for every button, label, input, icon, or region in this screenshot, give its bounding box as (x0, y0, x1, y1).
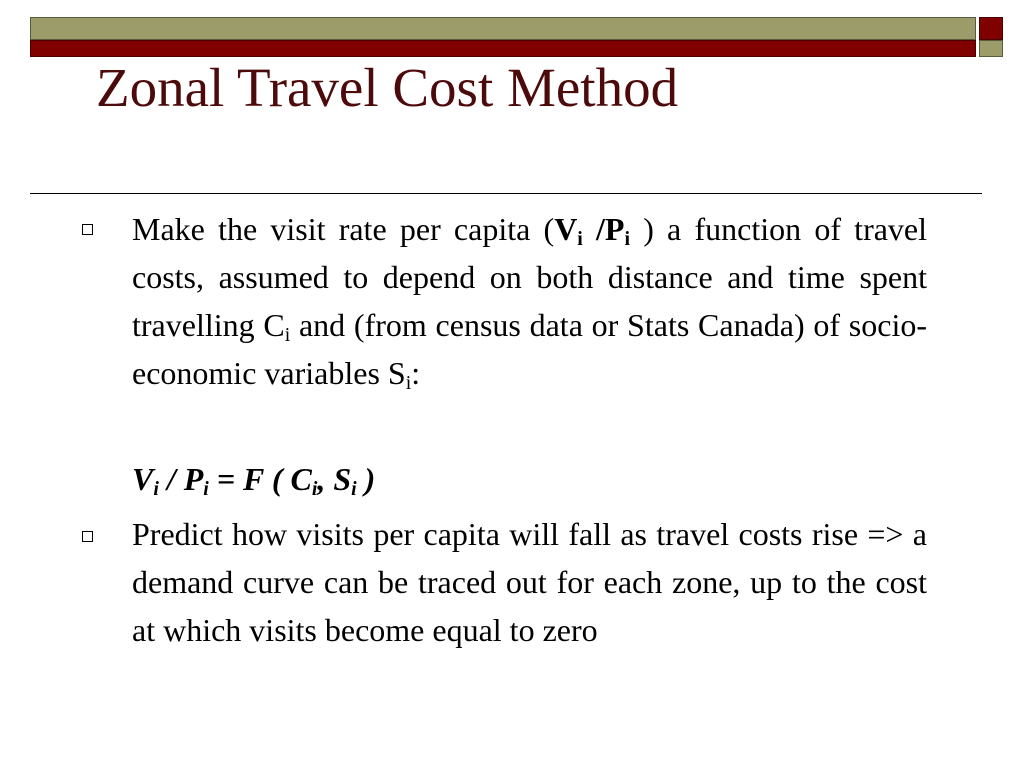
slide-title: Zonal Travel Cost Method (96, 57, 679, 118)
bullet-item: Predict how visits per capita will fall as travel costs rise => a demand curve can be traced out for each zone, up to the cost at which visits become equal to zero (132, 516, 927, 648)
bullet-text-part: : (411, 355, 421, 391)
bullet-item (132, 205, 927, 397)
square-bullet-icon (82, 224, 93, 235)
visits-subscript: i (577, 227, 583, 250)
population-subscript: i (624, 227, 630, 250)
demand-formula (132, 455, 375, 503)
visits-symbol: V (554, 211, 578, 247)
formula-close: ) (356, 461, 376, 497)
formula-s-sub: i (351, 477, 357, 500)
bullet-text-part: ) a function of travel costs, assumed to depend on both distance and time spent travelling C (132, 211, 928, 343)
formula-c-sub: i (311, 477, 318, 500)
population-symbol: /P (582, 211, 625, 247)
square-bullet-icon (82, 531, 93, 542)
formula-p-sub: i (203, 477, 209, 500)
formula-v-sub: i (153, 477, 159, 500)
formula-p: / P (158, 461, 204, 497)
cost-subscript: i (284, 323, 291, 346)
formula-function: = F ( C (208, 461, 312, 497)
formula-v: V (132, 461, 154, 497)
bullet-text-part: and (from census data or Stats Canada) of socio-economic variables S (132, 307, 928, 391)
socio-subscript: i (405, 371, 412, 394)
formula-s: , S (317, 461, 352, 497)
bullet-text-part: Make the visit rate per capita ( (132, 211, 555, 247)
